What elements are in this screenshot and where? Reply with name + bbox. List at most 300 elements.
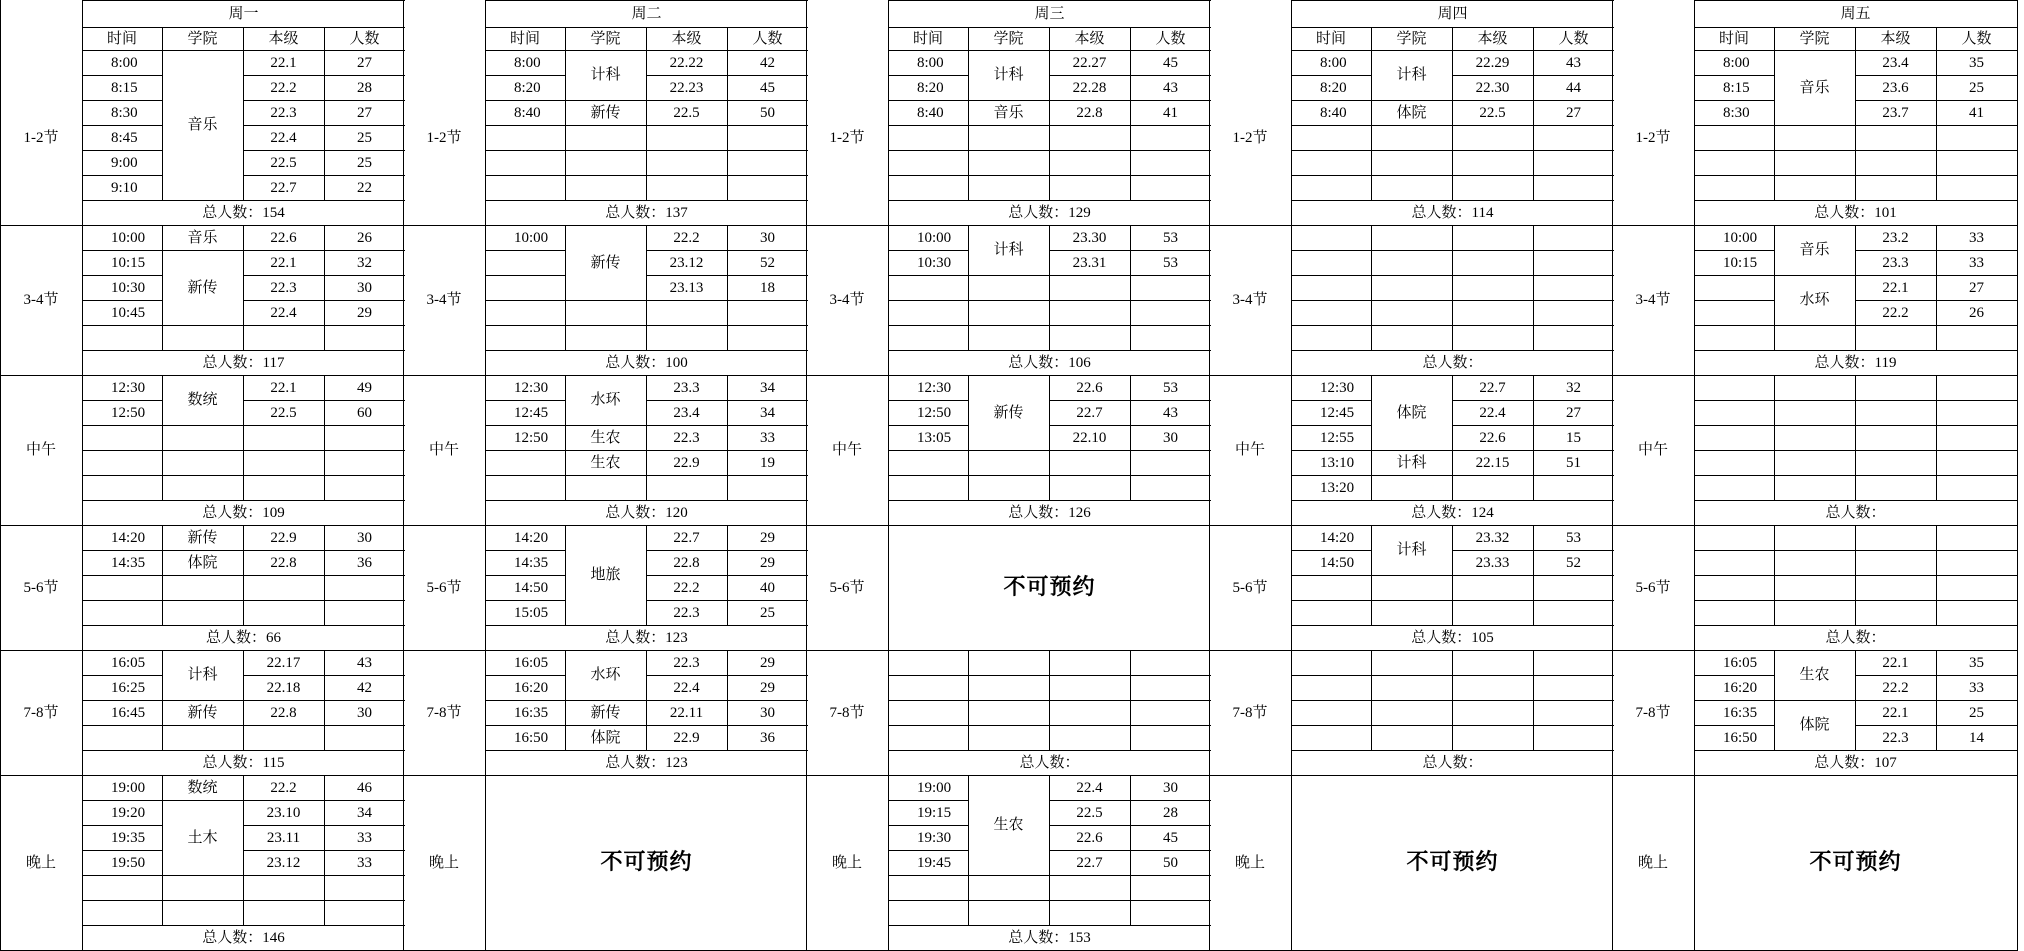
count-cell: 45 (1163, 54, 1178, 71)
count-cell: 53 (1566, 529, 1581, 546)
grid-line (968, 27, 969, 50)
grid-line (162, 325, 243, 326)
grade-cell: 22.5 (1076, 804, 1103, 821)
grade-cell (1855, 401, 1936, 425)
count-cell (727, 476, 808, 500)
time-cell: 16:05 (1723, 654, 1758, 671)
period-label: 3-4节 (1232, 292, 1268, 308)
count-cell (1533, 601, 1614, 625)
grade-cell: 22.3 (673, 654, 700, 671)
college-cell: 数统 (187, 392, 218, 408)
grid-line (565, 225, 566, 350)
total-count: 总人数：106 (1008, 354, 1091, 371)
time-cell (888, 901, 968, 925)
count-cell: 29 (760, 529, 775, 546)
total-count: 总人数：137 (605, 204, 688, 221)
grid-line (1774, 27, 1775, 50)
grade-cell: 22.3 (270, 104, 297, 121)
grid-line (968, 450, 1049, 451)
count-cell (1533, 576, 1614, 600)
count-cell (727, 151, 808, 175)
time-cell: 8:15 (1723, 79, 1750, 96)
grade-cell (1452, 576, 1533, 600)
column-header: 学院 (187, 30, 218, 47)
period-label: 1-2节 (1232, 129, 1268, 146)
grade-cell (1049, 476, 1130, 500)
count-cell: 35 (1969, 654, 1984, 671)
time-cell (1694, 326, 1774, 350)
college-cell: 新传 (993, 404, 1024, 421)
count-cell (324, 451, 405, 475)
grid-line (1452, 50, 1453, 200)
period-label: 7-8节 (1232, 704, 1268, 721)
grid-line (1452, 650, 1453, 750)
count-cell (1130, 451, 1211, 475)
count-cell (1533, 651, 1614, 675)
grade-cell: 22.1 (270, 379, 297, 396)
time-cell: 12:30 (917, 379, 952, 396)
count-cell: 25 (357, 154, 372, 171)
grade-cell: 22.30 (1475, 79, 1510, 96)
grid-line (1774, 400, 1855, 401)
time-cell: 16:50 (514, 729, 549, 746)
grade-cell (1452, 476, 1533, 500)
time-cell (82, 451, 162, 475)
period-label: 中午 (1234, 442, 1265, 458)
count-cell (1936, 151, 2017, 175)
time-cell (1694, 401, 1774, 425)
grade-cell: 22.1 (1882, 279, 1909, 296)
time-cell: 8:40 (514, 104, 541, 121)
college-cell: 数统 (187, 779, 218, 796)
count-cell: 25 (760, 604, 775, 621)
count-cell (324, 576, 405, 600)
time-cell (1694, 151, 1774, 175)
grid-line (565, 375, 566, 500)
count-cell (1936, 376, 2017, 400)
grade-cell (1452, 326, 1533, 350)
column-header: 人数 (349, 30, 380, 47)
count-cell: 44 (1566, 79, 1581, 96)
time-cell (1291, 301, 1371, 325)
grid-line (968, 675, 1049, 676)
grid-line (968, 375, 969, 500)
time-cell (1291, 601, 1371, 625)
count-cell: 41 (1969, 104, 1984, 121)
count-cell (1130, 876, 1211, 900)
time-cell (1694, 551, 1774, 575)
unavailable-label: 不可预约 (1809, 850, 1902, 875)
college-cell: 体院 (1799, 717, 1830, 733)
grade-cell (1049, 151, 1130, 175)
grid-line (1371, 325, 1452, 326)
count-cell (324, 426, 405, 450)
grid-line (1936, 375, 1937, 500)
count-cell (1533, 226, 1614, 250)
period-label: 晚上 (428, 854, 459, 871)
total-count: 总人数：101 (1814, 204, 1897, 221)
grid-line (646, 225, 647, 350)
grade-cell (243, 876, 324, 900)
time-cell (485, 276, 565, 300)
time-cell (888, 676, 968, 700)
grade-cell: 22.7 (1076, 404, 1103, 421)
count-cell: 28 (357, 79, 372, 96)
grid-line (1774, 325, 1855, 326)
count-cell: 33 (1969, 229, 1984, 246)
time-cell: 8:40 (1320, 104, 1347, 121)
college-cell: 新传 (590, 704, 621, 721)
grade-cell: 23.4 (673, 404, 700, 421)
grid-line (324, 375, 325, 500)
time-cell (485, 476, 565, 500)
time-cell: 8:30 (1723, 104, 1750, 121)
time-cell: 19:30 (917, 829, 952, 846)
grade-cell: 22.7 (270, 179, 297, 196)
grade-cell: 23.11 (266, 829, 301, 846)
grade-cell: 22.29 (1475, 54, 1510, 71)
time-cell (1694, 526, 1774, 550)
time-cell (1291, 276, 1371, 300)
grade-cell: 22.18 (266, 679, 301, 696)
time-cell: 8:45 (111, 129, 138, 146)
count-cell: 53 (1163, 379, 1178, 396)
college-cell: 音乐 (993, 104, 1024, 121)
grid-line (324, 50, 325, 200)
grid-line (1774, 600, 1855, 601)
grade-cell: 22.6 (1479, 429, 1506, 446)
column-header: 本级 (1074, 30, 1105, 47)
time-cell: 16:35 (1723, 704, 1758, 721)
grade-cell (1049, 876, 1130, 900)
grid-line (162, 725, 243, 726)
grade-cell: 22.10 (1072, 429, 1107, 446)
grid-line (162, 650, 163, 750)
grid-line (1371, 225, 1372, 350)
column-header: 人数 (1961, 30, 1992, 47)
count-cell (1533, 276, 1614, 300)
grid-line (324, 775, 325, 925)
time-cell: 9:10 (111, 179, 138, 196)
time-cell (1291, 226, 1371, 250)
period-label: 晚上 (831, 854, 862, 871)
grade-cell (243, 476, 324, 500)
college-cell: 音乐 (187, 117, 218, 133)
count-cell (1936, 601, 2017, 625)
total-count: 总人数：66 (205, 629, 281, 646)
grid-line (243, 650, 244, 750)
grade-cell: 23.2 (1882, 229, 1909, 246)
count-cell (1533, 126, 1614, 150)
time-cell: 19:00 (111, 779, 146, 796)
column-header: 时间 (912, 30, 943, 47)
time-cell (1291, 676, 1371, 700)
count-cell: 33 (1969, 679, 1984, 696)
count-cell: 53 (1163, 254, 1178, 271)
count-cell (324, 901, 405, 925)
college-cell: 计科 (1396, 454, 1427, 471)
time-cell (888, 451, 968, 475)
grade-cell: 23.7 (1882, 104, 1909, 121)
grade-cell: 22.3 (1882, 729, 1909, 746)
grid-line (1855, 27, 1856, 50)
count-cell: 29 (760, 654, 775, 671)
column-header: 本级 (1477, 30, 1508, 47)
time-cell: 16:45 (111, 704, 146, 721)
total-count: 总人数：117 (202, 354, 285, 371)
grade-cell: 22.2 (1882, 304, 1909, 321)
grade-cell: 22.23 (669, 79, 704, 96)
grid-line (1936, 27, 1937, 50)
grade-cell: 23.31 (1072, 254, 1107, 271)
column-header: 学院 (1396, 30, 1427, 47)
column-header: 本级 (268, 30, 299, 47)
grade-cell (1855, 326, 1936, 350)
grade-cell: 22.3 (270, 279, 297, 296)
grade-cell (1452, 601, 1533, 625)
college-cell: 新传 (590, 104, 621, 121)
grid-line (1371, 275, 1452, 276)
total-count: 总人数：153 (1008, 929, 1091, 946)
grid-line (968, 650, 969, 750)
grid-line (1049, 27, 1050, 50)
time-cell (82, 326, 162, 350)
grid-line (565, 150, 646, 151)
grade-cell (1452, 226, 1533, 250)
grade-cell (1049, 126, 1130, 150)
count-cell: 29 (760, 679, 775, 696)
count-cell: 25 (1969, 704, 1984, 721)
time-cell: 12:45 (1320, 404, 1355, 421)
time-cell: 12:50 (111, 404, 146, 421)
grade-cell: 22.5 (1479, 104, 1506, 121)
grid-line (243, 775, 244, 925)
time-cell (1694, 301, 1774, 325)
time-cell (485, 451, 565, 475)
grade-cell: 22.8 (1076, 104, 1103, 121)
count-cell (1936, 126, 2017, 150)
grid-line (1371, 175, 1452, 176)
grade-cell (1452, 251, 1533, 275)
unavailable-label: 不可预约 (600, 850, 693, 875)
grid-line (162, 525, 163, 625)
grid-line (1371, 27, 1372, 50)
time-cell: 8:00 (1320, 54, 1347, 71)
total-count: 总人数：154 (202, 204, 285, 221)
grade-cell (1452, 126, 1533, 150)
grid-line (646, 27, 647, 50)
grade-cell: 22.9 (270, 529, 297, 546)
grade-cell (243, 901, 324, 925)
time-cell (485, 126, 565, 150)
grade-cell (1855, 601, 1936, 625)
grid-line (324, 650, 325, 750)
time-cell: 16:50 (1723, 729, 1758, 746)
time-cell (1291, 701, 1371, 725)
grid-line (565, 50, 566, 200)
count-cell: 34 (357, 804, 372, 821)
count-cell: 53 (1163, 229, 1178, 246)
column-header: 学院 (993, 30, 1024, 47)
grid-line (1371, 525, 1372, 625)
time-cell (82, 576, 162, 600)
grade-cell: 22.3 (673, 429, 700, 446)
column-header: 本级 (671, 30, 702, 47)
day-header: 周四 (1437, 5, 1468, 22)
count-cell (1533, 476, 1614, 500)
time-cell (888, 476, 968, 500)
grid-line (727, 375, 728, 500)
period-label: 中午 (428, 442, 459, 458)
time-cell (888, 301, 968, 325)
count-cell: 43 (357, 654, 372, 671)
grade-cell (1049, 651, 1130, 675)
count-cell: 27 (357, 54, 372, 71)
grid-line (727, 525, 728, 625)
grid-line (1774, 575, 1855, 576)
total-count: 总人数：123 (605, 754, 688, 771)
count-cell: 30 (357, 704, 372, 721)
total-count: 总人数：129 (1008, 204, 1091, 221)
grade-cell: 23.32 (1475, 529, 1510, 546)
time-cell (485, 151, 565, 175)
grid-line (968, 900, 1049, 901)
time-cell: 8:30 (111, 104, 138, 121)
time-cell (485, 326, 565, 350)
grade-cell (243, 601, 324, 625)
time-cell (485, 176, 565, 200)
time-cell: 8:20 (514, 79, 541, 96)
grade-cell (646, 326, 727, 350)
time-cell: 14:50 (514, 579, 549, 596)
grid-line (1936, 525, 1937, 625)
count-cell: 43 (1566, 54, 1581, 71)
total-count: 总人数：107 (1814, 754, 1897, 771)
time-cell (82, 426, 162, 450)
count-cell: 30 (357, 529, 372, 546)
grade-cell: 22.1 (1882, 654, 1909, 671)
grade-cell: 23.30 (1072, 229, 1107, 246)
grid-line (1371, 250, 1452, 251)
time-cell (82, 726, 162, 750)
time-cell (1694, 126, 1774, 150)
count-cell (1533, 676, 1614, 700)
period-label: 1-2节 (1635, 129, 1671, 146)
column-header: 时间 (1315, 30, 1346, 47)
count-cell (1130, 151, 1211, 175)
grade-cell: 23.10 (266, 804, 301, 821)
time-cell (1694, 601, 1774, 625)
total-count: 总人数：124 (1411, 504, 1494, 521)
grade-cell: 22.28 (1072, 79, 1107, 96)
time-cell (82, 601, 162, 625)
period-label: 中午 (1637, 442, 1668, 458)
grade-cell: 23.33 (1475, 554, 1510, 571)
day-header: 周一 (228, 5, 259, 22)
count-cell: 40 (760, 579, 775, 596)
grid-line (1049, 225, 1050, 350)
time-cell: 10:00 (111, 229, 146, 246)
total-count: 总人数： (1422, 754, 1483, 771)
period-label: 3-4节 (426, 292, 462, 308)
time-cell (888, 126, 968, 150)
college-cell: 新传 (590, 254, 621, 271)
grid-line (1130, 50, 1131, 200)
grid-line (324, 225, 325, 350)
time-cell: 13:05 (917, 429, 952, 446)
grid-line (162, 225, 163, 350)
count-cell (1533, 151, 1614, 175)
grade-cell: 23.4 (1882, 54, 1909, 71)
count-cell: 30 (760, 704, 775, 721)
grade-cell (1855, 376, 1936, 400)
grid-line (162, 475, 243, 476)
grade-cell: 22.2 (1882, 679, 1909, 696)
grade-cell (1855, 151, 1936, 175)
grid-line (1452, 225, 1453, 350)
grade-cell (1049, 326, 1130, 350)
total-count: 总人数：146 (202, 929, 285, 946)
column-header: 时间 (1718, 30, 1749, 47)
count-cell (1130, 476, 1211, 500)
grid-line (646, 525, 647, 625)
count-cell: 36 (760, 729, 775, 746)
time-cell: 16:05 (111, 654, 146, 671)
grade-cell (1452, 726, 1533, 750)
grid-line (565, 475, 646, 476)
college-cell: 计科 (187, 667, 218, 683)
grade-cell (243, 726, 324, 750)
college-cell: 计科 (590, 67, 621, 83)
grade-cell: 22.15 (1475, 454, 1510, 471)
time-cell (82, 901, 162, 925)
count-cell (1936, 451, 2017, 475)
period-label: 1-2节 (426, 129, 462, 146)
grid-line (1855, 525, 1856, 625)
grade-cell (1049, 676, 1130, 700)
grid-line (243, 225, 244, 350)
grade-cell: 22.8 (270, 554, 297, 571)
grade-cell (1855, 451, 1936, 475)
grid-line (968, 150, 1049, 151)
college-cell: 水环 (590, 392, 621, 408)
college-cell: 新传 (187, 529, 218, 546)
grid-line (565, 175, 646, 176)
period-label: 3-4节 (23, 292, 59, 308)
grid-line (727, 650, 728, 750)
grid-line (1049, 375, 1050, 500)
college-cell: 水环 (1799, 292, 1830, 308)
count-cell (1533, 726, 1614, 750)
grade-cell (646, 176, 727, 200)
grade-cell: 22.4 (1479, 404, 1506, 421)
count-cell: 30 (1163, 779, 1178, 796)
count-cell: 27 (1566, 404, 1581, 421)
grid-line (968, 50, 969, 200)
count-cell: 33 (1969, 254, 1984, 271)
grade-cell (1855, 176, 1936, 200)
grid-line (1774, 425, 1855, 426)
grade-cell (1855, 476, 1936, 500)
grid-line (565, 27, 566, 50)
unavailable-label: 不可预约 (1003, 575, 1096, 600)
count-cell (1130, 176, 1211, 200)
count-cell: 46 (357, 779, 372, 796)
grade-cell (1452, 176, 1533, 200)
grid-line (1533, 225, 1534, 350)
grade-cell: 22.22 (669, 54, 704, 71)
grid-line (1774, 450, 1855, 451)
